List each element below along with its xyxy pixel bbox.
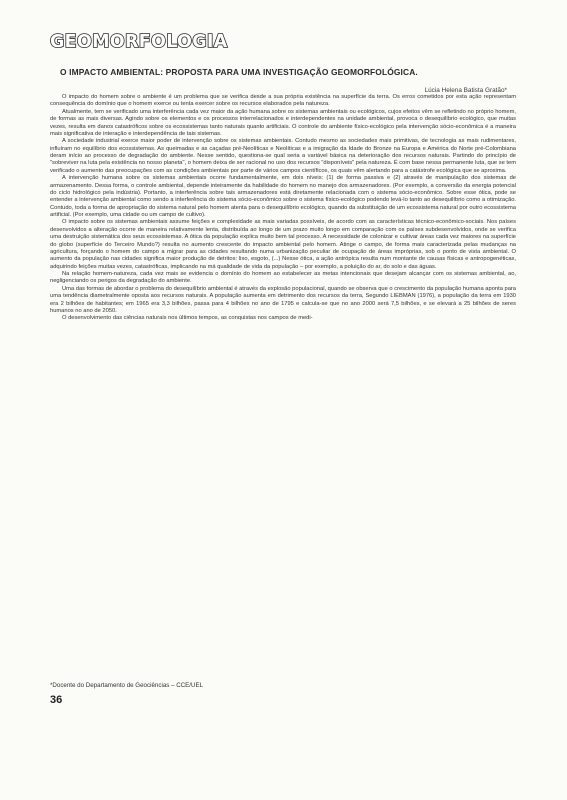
paragraph: O impacto sobre os sistemas ambientais assume feições e complexidade as mais variadas possíveis, de acordo com as características técnico-econômico-sociais. Nos países desenvolvidos a alteração ocorre de maneira relativamente lenta, distribuída ao longo de um prazo muito longo em comparação com os países subdesenvolvidos, onde se verifica uma destruição sistemática dos seus ecossistemas. A ótica da população explica muito bem tal processo. A necessidade de colonizar e cultivar áreas cada vez maiores na superfície do globo (superfície do Terceiro Mundo?) resulta no aumento crescente do impacto ambiental pelo homem. Atinge o campo, de forma mais caracterizada pelas mudanças na agricultura, forçando o homem do campo a migrar para as cidades resultando numa urbanização peculiar de ocupação de áreas impróprias, sob o ponto de vista ambiental. O aumento da população nas cidades significa maior produção de detritos: lixo, esgoto, (...) Nesse ótica, a ação antrópica resulta num montante de causas físicas e antropogenéticas, adquirindo feições muitas vezes, catastróficas, implicando na má qualidade de vida da população – por exemplo, a poluição do ar, do solo e das águas. [50, 219, 516, 270]
section-title [50, 28, 230, 62]
section-title-text: GEOMORFOLOGIA [50, 32, 228, 52]
page-number: 36 [50, 694, 63, 706]
author-name: Lúcia Helena Batista Gratão* [424, 87, 507, 94]
paragraph: O impacto do homem sobre o ambiente é um problema que se verifica desde a sua própria existência na superfície da terra. Os erros cometidos por esta ação representam consequência do domínio que o homem exerce ou tenta exercer sobre os recursos elaborados pela natureza. [50, 94, 516, 108]
footnote: *Docente do Departamento de Geociências – CCE/UEL [50, 682, 204, 689]
paragraph: Uma das formas de abordar o problema do desequilíbrio ambiental é através da explosão populacional, quando se observa que o crescimento da população humana aponta para uma tendência diametralmente oposta aos recursos naturais. A população aumenta em detrimento dos recursos da terra, Segundo LIEBMAN (1976), a população da terra em 1930 era 2 bilhões de habitantes; em 1965 era 3,3 bilhões, passa para 4 bilhões no ano de 1795 e calcula-se que no ano 2000 será 7,5 bilhões, e se elevará a 25 bilhões de seres humanos no ano de 2050. [50, 285, 516, 314]
article-body [50, 94, 516, 323]
paragraph: A sociedade industrial exerce maior poder de intervenção sobre os sistemas ambientais. Contudo mesmo as sociedades mais primitivas, de tecnologia as mais rudimentares, influíram no equilíbrio dos ecossistemas. As queimadas e as caçadas pré-Neolíticas e Neolíticas e a imigração da Idade do Bronze na Europa e América do Norte pré-Colombiana deram início ao processo de degradação do ambiente. Nesse sentido, questiona-se qual seria a variável básica na deterioração dos recursos naturais. Partindo do princípio de "sobreviver na luta pela existência no nosso planeta", o homem deixa de ser racional no uso dos recursos "disponíveis" pela natureza. É com base nessa permanente luta, que se tem verificado o aumento das preocupações com as condições ambientais por parte de vários campos científicos, os quais vêm alertando para a catástrofe ecológica que se aproxima. [50, 138, 516, 174]
paragraph: Na relação homem-natureza, cada vez mais se evidencia o domínio do homem ao estabelecer as metas intencionais que desejam alcançar com os sistemas ambiental, ao, negligenciando os perigos da degradação do ambiente. [50, 271, 516, 285]
section-title-graphic [50, 28, 230, 62]
paragraph: O desenvolvimento das ciências naturais nos últimos tempos, as conquistas nos campos de medi- [62, 315, 313, 322]
paragraph: A intervenção humana sobre os sistemas ambientais ocorre fundamentalmente, em dois níveis: (1) de forma passiva e (2) através de manipulação dos sistemas de armazenamento. Dessa forma, o controle ambiental, depende inteiramente da habilidade do homem no manejo dos armazenadores. (Por exemplo, a conversão da energia potencial do ciclo hidrológico pela indústria). Portanto, a interferência sobre tais armazenadores está diretamente relacionada com o sistema sócio-econômico. Sobre esse ótica, pode se entender a intervenção ambiental como sendo a interferência do sistema sócio-econômico sobre o sistema físico-ecológico podendo levá-lo tanto ao desequilíbrio como a otimização. Contudo, toda a forma de apropriação do sistema natural pelo homem atenta para o desequilíbrio ecológico, quando da substituição de um ecossistema natural por outro ecossistema artificial. (Por exemplo, uma cidade ou um campo de cultivo). [50, 175, 516, 218]
paragraph: Atualmente, tem se verificado uma interferência cada vez maior da ação humana sobre os sistemas ambientais ou ecológicos, cujos efeitos vêm se refletindo no próprio homem, de formas as mais diversas. Agindo sobre os elementos e os processos interrelacionados e interdependentes na unidade ambiental, provoca o desequilíbrio ecológico, que muitas vezes, resulta em danos catastróficos sobre os ecossistemas tanto naturais quanto artificiais. O controle do ambiente físico-ecológico pela intervenção sócio-econômica é a maneira mais significativa de interação e interdependência de tais sistemas. [50, 108, 516, 137]
article-title: O IMPACTO AMBIENTAL: PROPOSTA PARA UMA INVESTIGAÇÃO GEOMORFOLÓGICA. [60, 67, 418, 77]
